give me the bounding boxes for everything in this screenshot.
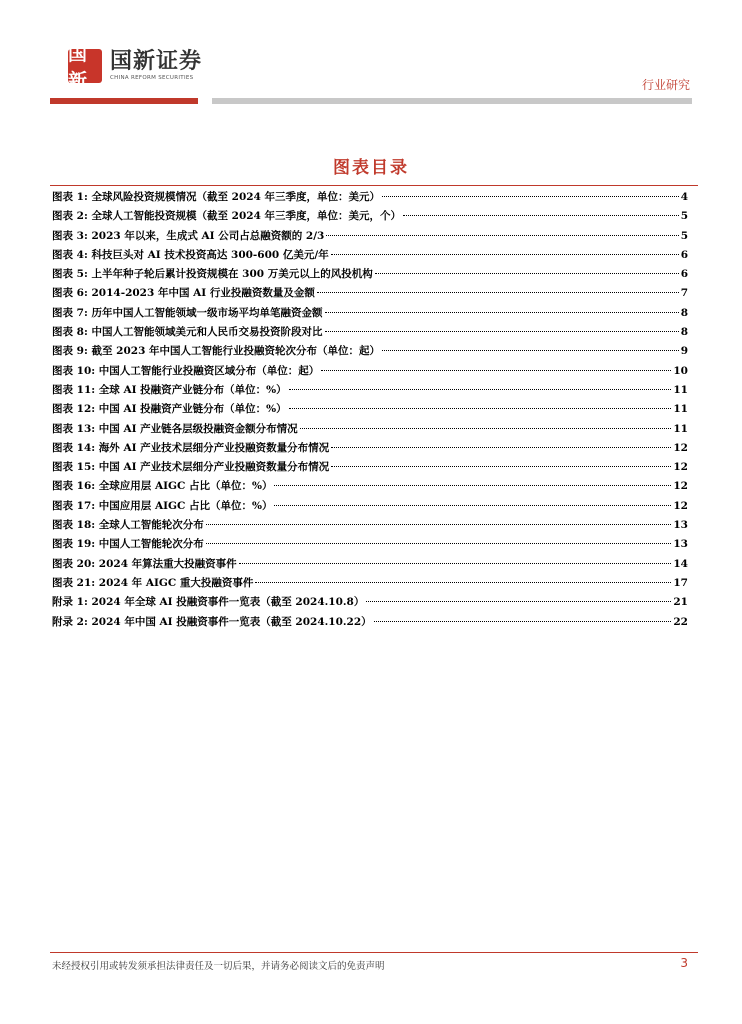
toc-dot-leader bbox=[274, 505, 671, 506]
toc-entry-page: 4 bbox=[680, 191, 688, 203]
toc-entry-label: 图表 20: 2024 年算法重大投融资事件 bbox=[52, 557, 237, 570]
toc-entry[interactable] bbox=[52, 477, 688, 496]
toc-entry-label: 图表 21: 2024 年 AIGC 重大投融资事件 bbox=[52, 576, 254, 589]
toc-dot-leader bbox=[206, 543, 672, 544]
toc-entry-label: 图表 19: 中国人工智能轮次分布 bbox=[52, 538, 204, 551]
toc-dot-leader bbox=[326, 235, 678, 236]
toc-entry[interactable] bbox=[52, 207, 688, 226]
toc-entry-page: 6 bbox=[680, 268, 688, 281]
toc-entry-page: 22 bbox=[673, 615, 688, 628]
header-accent-bar bbox=[50, 98, 198, 104]
toc-dot-leader bbox=[317, 292, 679, 293]
toc-entry-page: 5 bbox=[680, 210, 688, 223]
toc-entry[interactable] bbox=[52, 535, 688, 554]
footer-rule bbox=[50, 952, 698, 953]
toc-dot-leader bbox=[382, 350, 679, 351]
toc-dot-leader bbox=[331, 447, 671, 448]
toc-entry-label: 图表 15: 中国 AI 产业技术层细分产业投融资数量分布情况 bbox=[52, 461, 330, 474]
toc-entry-page: 11 bbox=[673, 383, 688, 396]
toc-entry-page: 11 bbox=[673, 403, 688, 416]
toc-entry-page: 13 bbox=[673, 519, 688, 532]
toc-dot-leader bbox=[331, 466, 671, 467]
toc-dot-leader bbox=[374, 621, 672, 622]
toc-entry[interactable] bbox=[52, 516, 688, 535]
toc-dot-leader bbox=[403, 215, 679, 216]
toc-entry[interactable] bbox=[52, 284, 688, 303]
toc-entry-page: 7 bbox=[680, 287, 688, 300]
toc-entry-label: 图表 9: 截至 2023 年中国人工智能行业投融资轮次分布（单位：起） bbox=[52, 345, 381, 358]
toc-entry-label: 图表 7: 历年中国人工智能领域一级市场平均单笔融资金额 bbox=[52, 306, 323, 319]
toc-entry-page: 11 bbox=[673, 422, 688, 435]
toc-entry[interactable] bbox=[52, 613, 688, 632]
logo-mark-icon: 国新 bbox=[68, 49, 102, 83]
toc-dot-leader bbox=[289, 389, 672, 390]
toc-dot-leader bbox=[300, 428, 672, 429]
toc-dot-leader bbox=[331, 254, 679, 255]
toc-entry-label: 图表 16: 全球应用层 AIGC 占比（单位：%） bbox=[52, 480, 273, 493]
toc-entry-label: 附录 1: 2024 年全球 AI 投融资事件一览表（截至 2024.10.8） bbox=[52, 596, 365, 609]
toc-entry[interactable] bbox=[52, 265, 688, 284]
toc-entry[interactable] bbox=[52, 555, 688, 574]
toc-entry[interactable] bbox=[52, 420, 688, 439]
toc-entry-label: 图表 6: 2014-2023 年中国 AI 行业投融资数量及金额 bbox=[52, 287, 315, 300]
toc-entry-page: 12 bbox=[673, 461, 688, 474]
toc-entry[interactable] bbox=[52, 188, 688, 207]
toc-entry-label: 图表 3: 2023 年以来，生成式 AI 公司占总融资额的 2/3 bbox=[52, 229, 325, 242]
toc-dot-leader bbox=[321, 370, 671, 371]
toc-entry[interactable] bbox=[52, 458, 688, 477]
toc-entry-label: 图表 5: 上半年种子轮后累计投资规模在 300 万美元以上的风投机构 bbox=[52, 268, 373, 281]
toc-entry-label: 图表 17: 中国应用层 AIGC 占比（单位：%） bbox=[52, 499, 273, 512]
toc-dot-leader bbox=[382, 196, 679, 197]
toc-title-rule bbox=[50, 185, 698, 186]
logo-text bbox=[110, 50, 202, 82]
toc-dot-leader bbox=[325, 331, 679, 332]
toc-entry-page: 6 bbox=[680, 248, 688, 261]
toc-entry-page: 17 bbox=[673, 576, 688, 589]
logo-chinese-name: 国新证券 bbox=[110, 49, 203, 74]
toc-entry[interactable] bbox=[52, 497, 688, 516]
toc-entry-page: 8 bbox=[680, 306, 688, 319]
toc-dot-leader bbox=[289, 408, 672, 409]
toc-dot-leader bbox=[255, 582, 671, 583]
toc-dot-leader bbox=[375, 273, 679, 274]
toc-entry-label: 图表 8: 中国人工智能领域美元和人民币交易投资阶段对比 bbox=[52, 326, 323, 339]
toc-entry-label: 图表 10: 中国人工智能行业投融资区域分布（单位：起） bbox=[52, 364, 320, 377]
toc-entry-page: 5 bbox=[680, 229, 688, 242]
toc-entry[interactable] bbox=[52, 227, 688, 246]
toc-entry-page: 14 bbox=[673, 557, 688, 570]
toc-entry-page: 12 bbox=[673, 480, 688, 493]
toc-entry-label: 图表 18: 全球人工智能轮次分布 bbox=[52, 519, 204, 532]
toc-entry[interactable] bbox=[52, 574, 688, 593]
toc-entry-page: 9 bbox=[680, 345, 688, 358]
toc-entry-label: 图表 4: 科技巨头对 AI 技术投资高达 300-600 亿美元/年 bbox=[52, 248, 329, 261]
toc-entry-page: 21 bbox=[673, 596, 688, 609]
table-of-figures bbox=[52, 188, 688, 632]
toc-entry[interactable] bbox=[52, 400, 688, 419]
toc-entry-label: 图表 2: 全球人工智能投资规模（截至 2024 年三季度，单位：美元，个） bbox=[52, 210, 402, 223]
toc-dot-leader bbox=[206, 524, 672, 525]
logo-english-name: CHINA REFORM SECURITIES bbox=[110, 75, 194, 81]
toc-title: 图表目录 bbox=[333, 158, 409, 178]
header-divider-bar bbox=[212, 98, 692, 104]
company-logo bbox=[68, 43, 203, 92]
toc-dot-leader bbox=[239, 563, 672, 564]
toc-dot-leader bbox=[325, 312, 679, 313]
toc-entry[interactable] bbox=[52, 381, 688, 400]
toc-entry[interactable] bbox=[52, 593, 688, 612]
toc-entry-label: 图表 14: 海外 AI 产业技术层细分产业投融资数量分布情况 bbox=[52, 441, 330, 454]
toc-entry[interactable] bbox=[52, 304, 688, 323]
toc-entry[interactable] bbox=[52, 246, 688, 265]
footer-disclaimer: 未经授权引用或转发须承担法律责任及一切后果，并请务必阅读文后的免责声明 bbox=[52, 961, 385, 972]
toc-entry[interactable] bbox=[52, 439, 688, 458]
toc-entry-label: 附录 2: 2024 年中国 AI 投融资事件一览表（截至 2024.10.22） bbox=[52, 615, 372, 628]
toc-entry-label: 图表 1: 全球风险投资规模情况（截至 2024 年三季度，单位：美元） bbox=[52, 191, 381, 203]
toc-entry-label: 图表 13: 中国 AI 产业链各层级投融资金额分布情况 bbox=[52, 422, 298, 435]
toc-entry[interactable] bbox=[52, 342, 688, 361]
toc-entry[interactable] bbox=[52, 362, 688, 381]
page-number: 3 bbox=[680, 956, 688, 970]
toc-dot-leader bbox=[274, 485, 671, 486]
toc-entry-page: 13 bbox=[673, 538, 688, 551]
report-category: 行业研究 bbox=[641, 78, 690, 92]
toc-entry-label: 图表 11: 全球 AI 投融资产业链分布（单位：%） bbox=[52, 383, 287, 396]
toc-entry-page: 8 bbox=[680, 326, 688, 339]
toc-entry-label: 图表 12: 中国 AI 投融资产业链分布（单位：%） bbox=[52, 403, 287, 416]
toc-entry-page: 12 bbox=[673, 441, 688, 454]
toc-entry[interactable] bbox=[52, 323, 688, 342]
toc-entry-page: 12 bbox=[673, 499, 688, 512]
toc-entry-page: 10 bbox=[673, 364, 688, 377]
toc-dot-leader bbox=[366, 601, 671, 602]
